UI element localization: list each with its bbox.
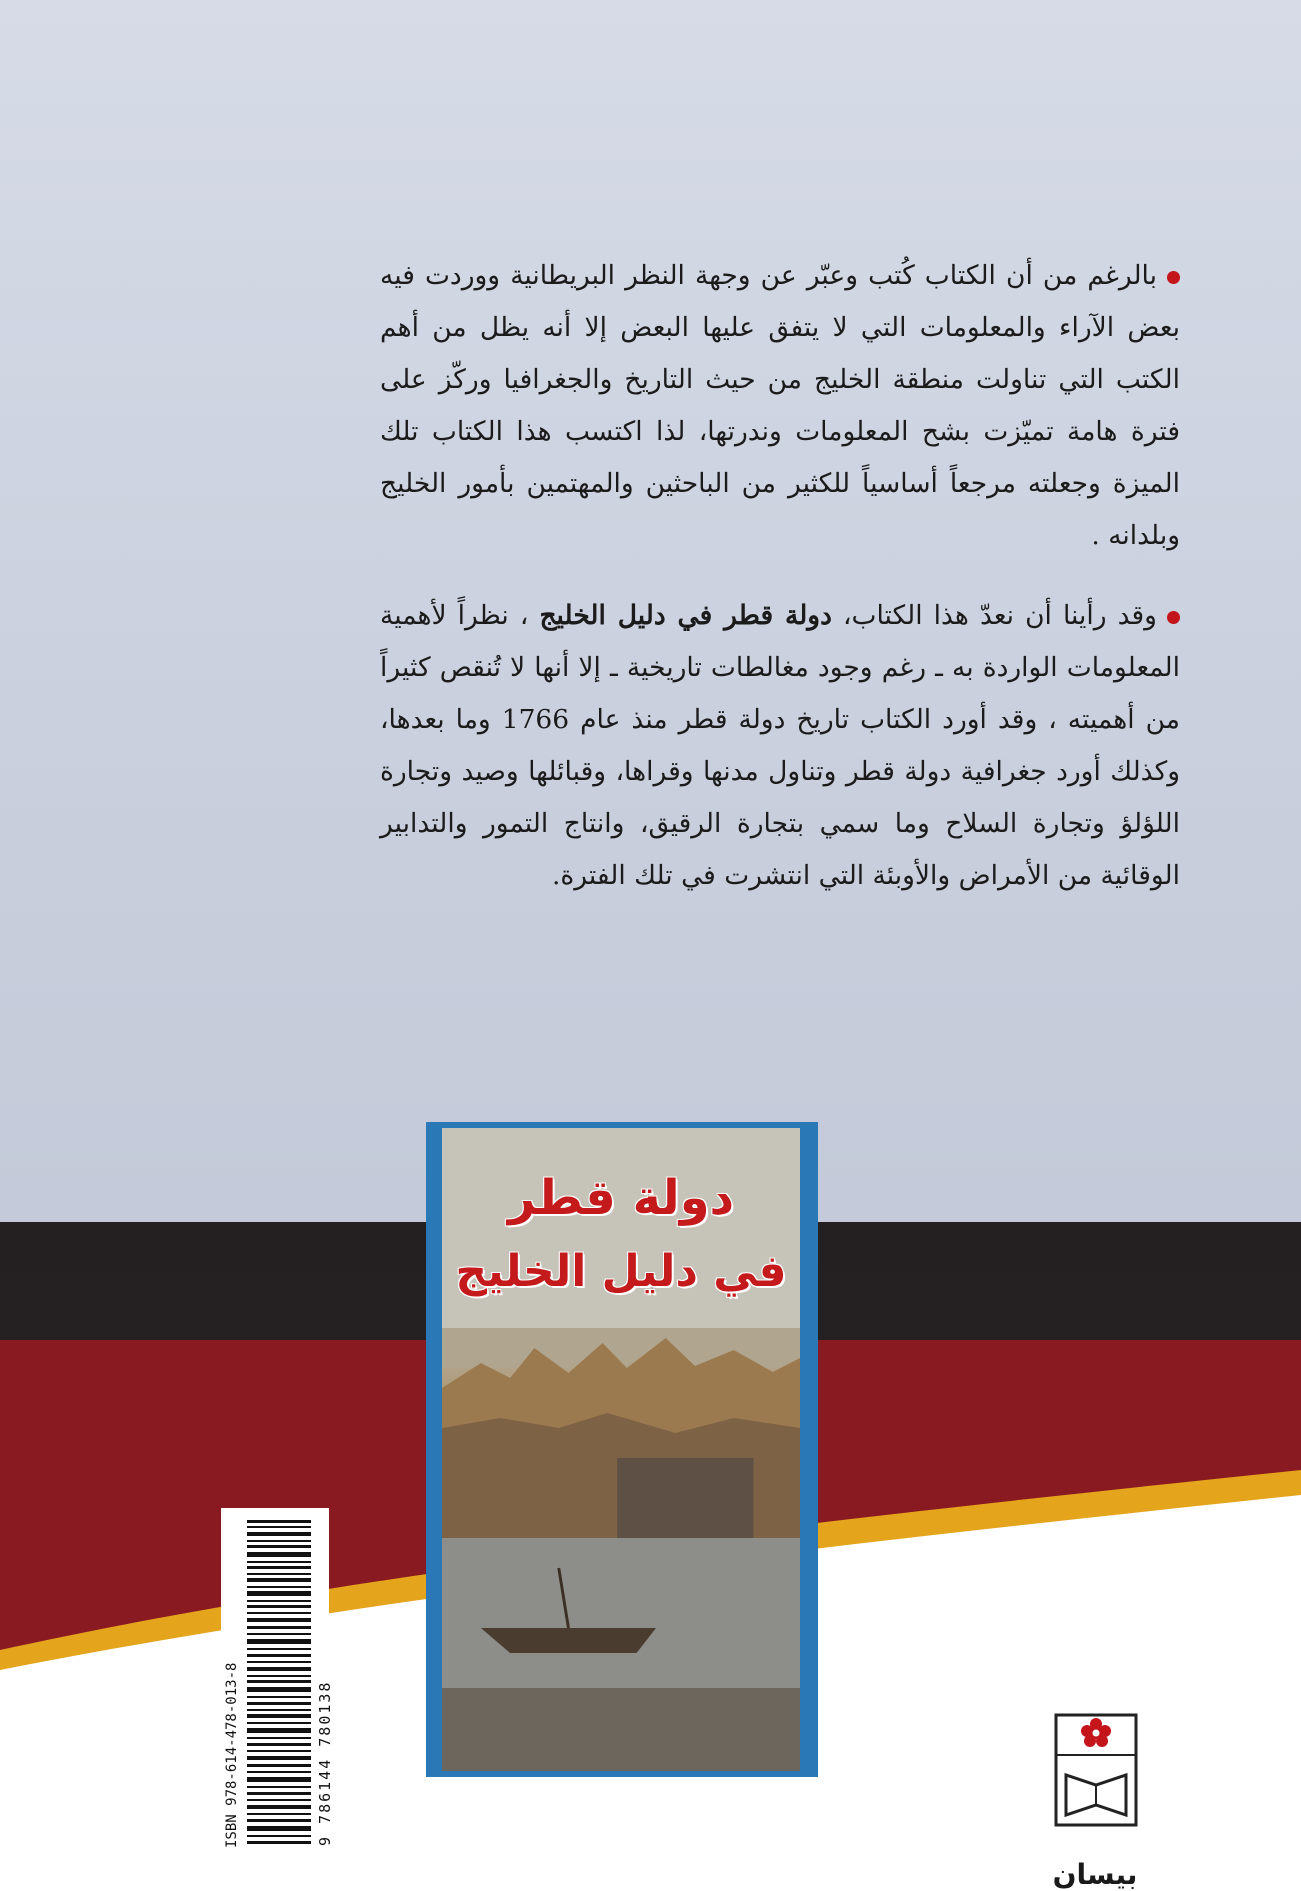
- blurb-paragraph-2-suffix: ، نظراً لأهمية المعلومات الواردة به ـ رغم وجود مغالطات تاريخية ـ إلا أنها لا تُنقص كثيراً من أهميته ، وقد أورد الكتاب تاريخ دولة قطر منذ عام 1766 وما بعدها، وكذلك أورد جغرافية دولة قطر وتناول مدنها وقراها، وقبائلها وصيد وتجارة اللؤلؤ وتجارة السلاح وما سمي بتجارة الرقيق، وانتاج التمور والتدابير الوقائية من الأمراض والأوبئة التي انتشرت في تلك الفترة.: [380, 600, 1180, 891]
- publisher-name: بيسان: [1052, 1858, 1138, 1891]
- blurb-paragraph-1: [380, 250, 1180, 562]
- blurb-paragraph-2-prefix: وقد رأينا أن نعدّ هذا الكتاب،: [831, 600, 1157, 631]
- book-title-inline: دولة قطر في دليل الخليج: [539, 600, 832, 631]
- thumbnail-photo: [442, 1128, 800, 1771]
- thumbnail-title-line1: دولة قطر: [507, 1170, 735, 1226]
- blurb-text: [380, 250, 1180, 930]
- barcode-digits: 9 786144 780138: [316, 1680, 334, 1846]
- thumbnail-title-line2: في دليل الخليج: [455, 1246, 787, 1297]
- book-thumbnail: [426, 1122, 818, 1777]
- bullet-icon: [1167, 271, 1180, 284]
- bullet-icon: [1167, 611, 1180, 624]
- blurb-paragraph-1-text: بالرغم من أن الكتاب كُتب وعبّر عن وجهة النظر البريطانية ووردت فيه بعض الآراء والمعلومات التي لا يتفق عليها البعض إلا أنه يظل من أهم الكتب التي تناولت منطقة الخليج من حيث التاريخ والجغرافيا وركّز على فترة هامة تميّزت بشح المعلومات وندرتها، لذا اكتسب هذا الكتاب تلك الميزة وجعلته مرجعاً أساسياً للكثير من الباحثين والمهتمين بأمور الخليج وبلدانه .: [380, 260, 1180, 551]
- publisher-logo-icon: [1046, 1695, 1146, 1845]
- isbn-text: ISBN 978-614-478-013-8: [224, 1662, 240, 1848]
- blurb-paragraph-2: [380, 590, 1180, 902]
